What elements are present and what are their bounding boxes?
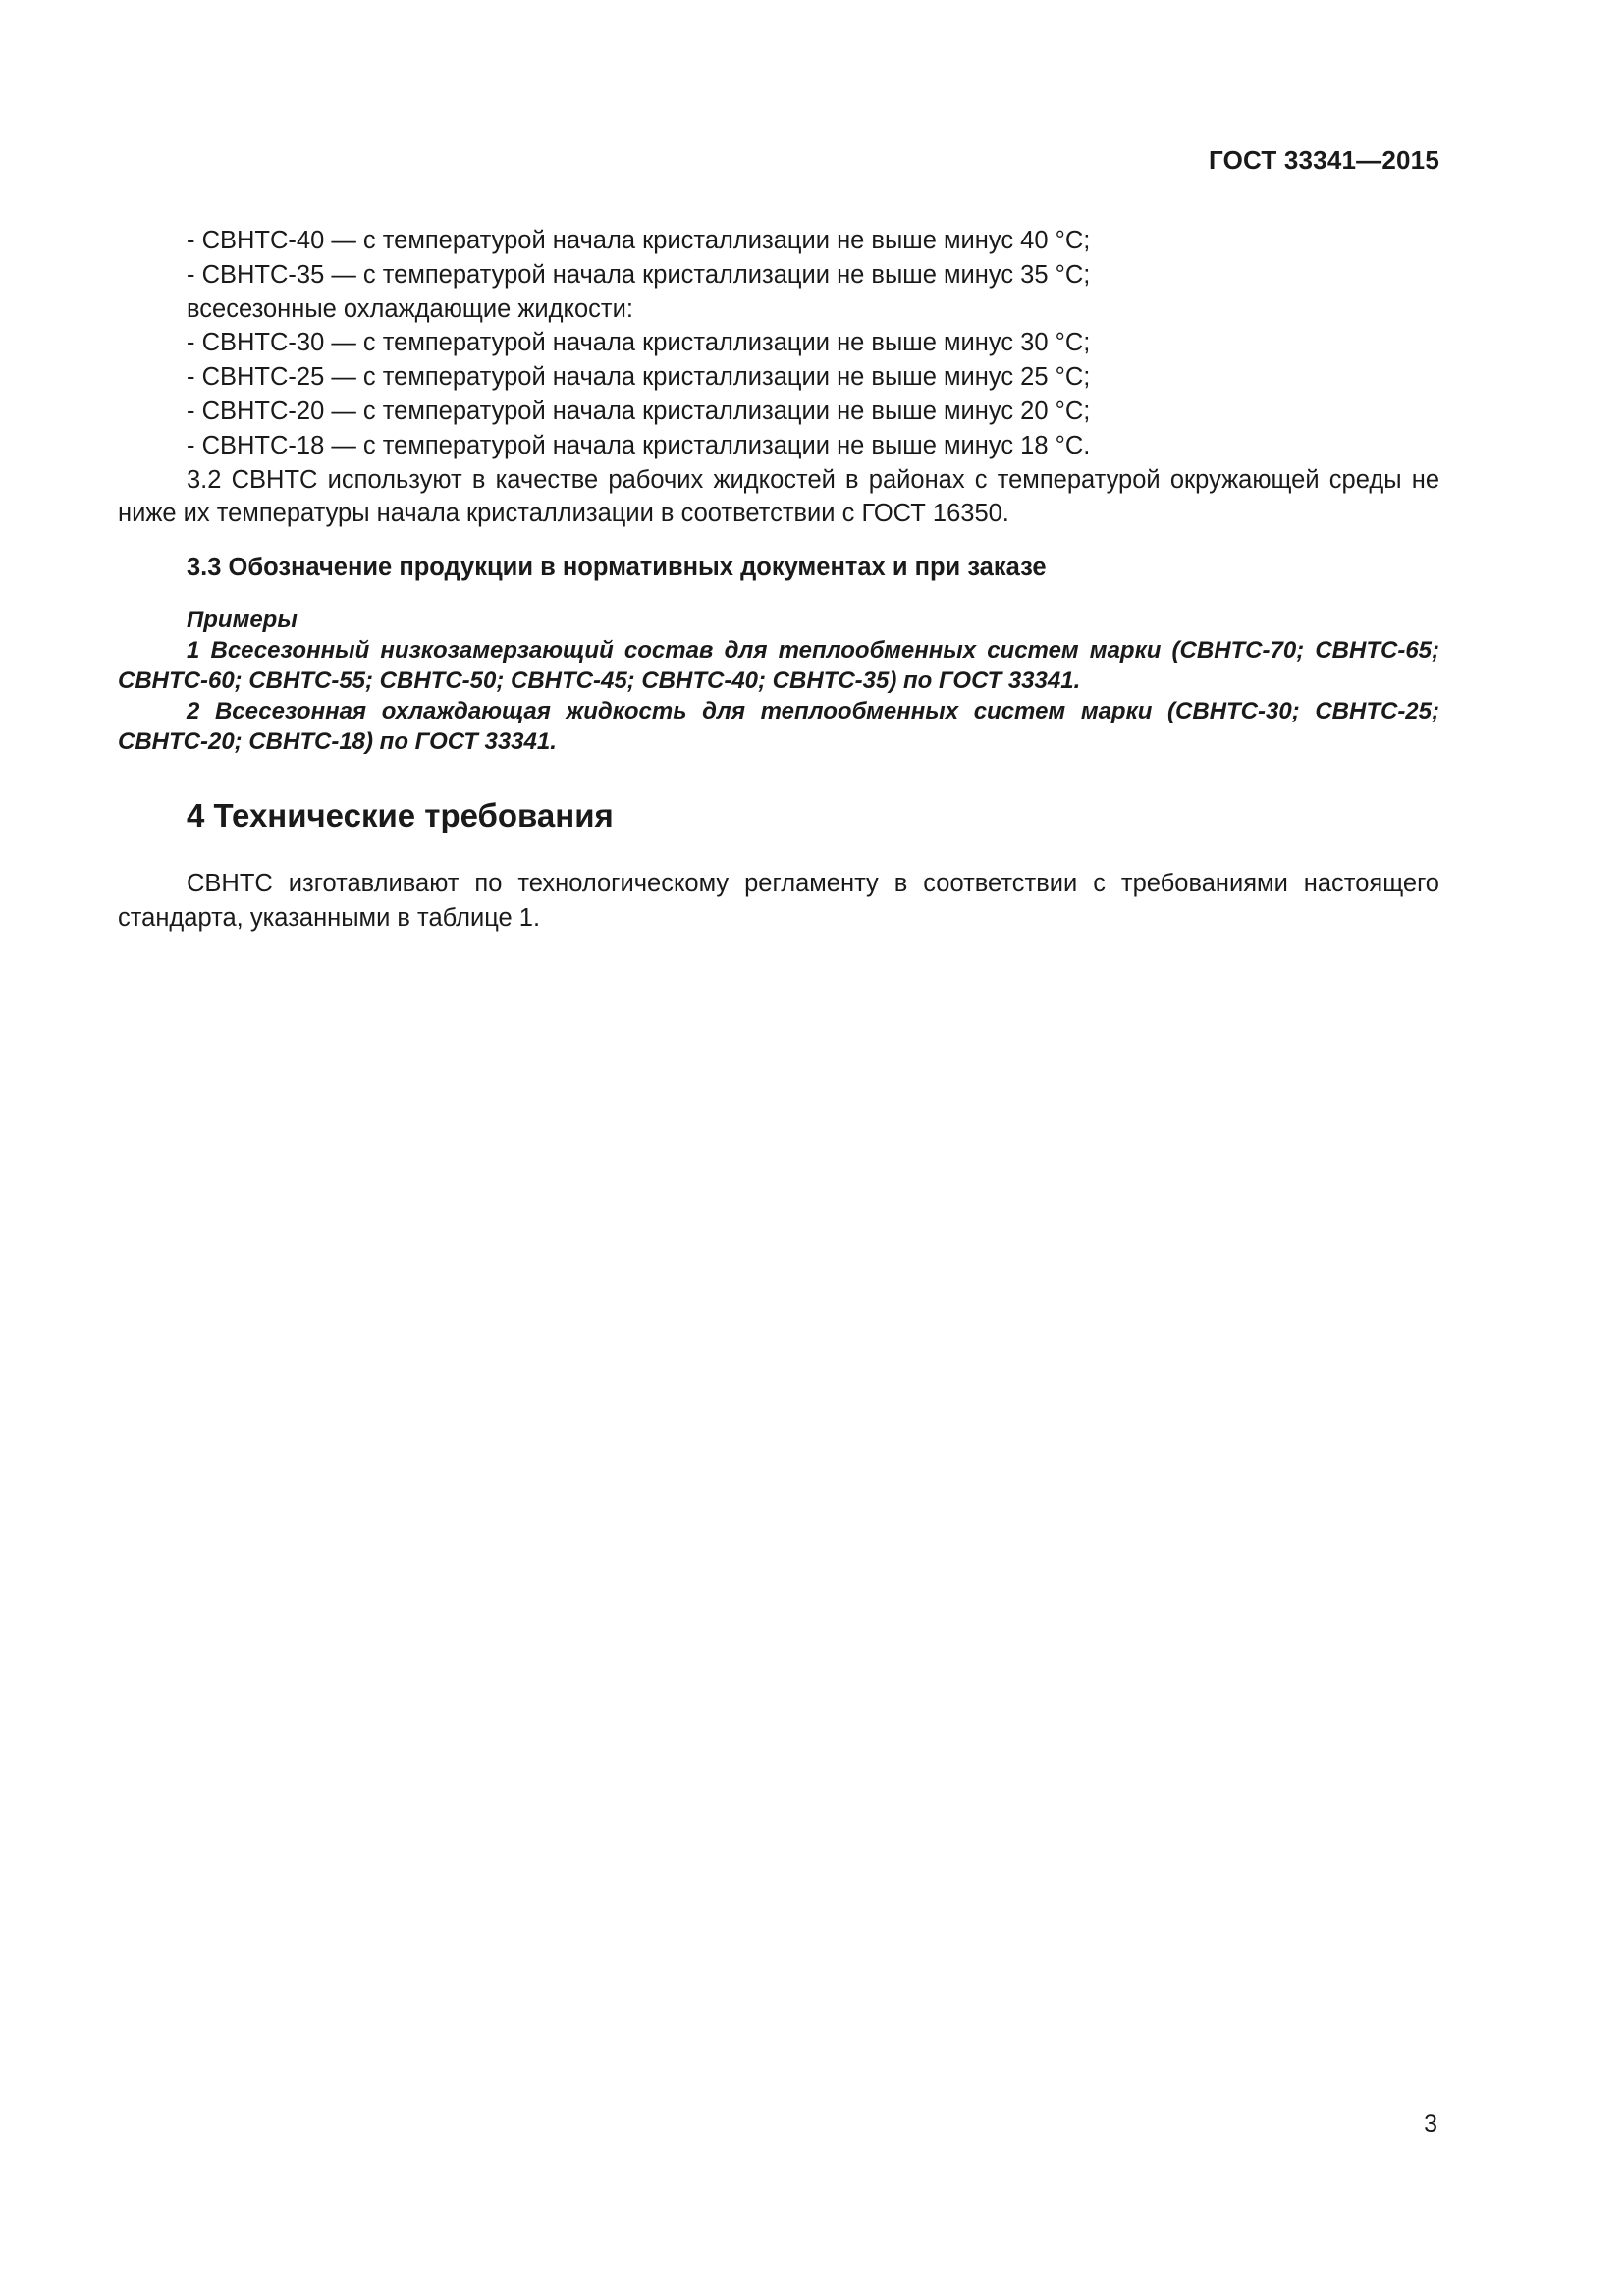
page-content [118,224,1439,935]
list-subheading: всесезонные охлаждающие жидкости: [187,294,633,323]
list-item: - СВНТС-40 — с температурой начала кристаллизации не выше минус 40 °С; [187,227,1091,254]
clause-3-2: 3.2 СВНТС используют в качестве рабочих жидкостей в районах с температурой окружающей среды не ниже их температуры начала кристаллизации в соответствии с ГОСТ 16350. [118,465,1439,528]
list-item: - СВНТС-30 — с температурой начала кристаллизации не выше минус 30 °С; [187,329,1091,357]
page-number: 3 [1424,2110,1437,2138]
list-item: - СВНТС-35 — с температурой начала кристаллизации не выше минус 35 °С; [187,260,1091,289]
list-item: - СВНТС-20 — с температурой начала кристаллизации не выше минус 20 °С; [187,397,1091,425]
section-4-body: СВНТС изготавливают по технологическому регламенту в соответствии с требованиями настоящего стандарта, указанными в таблице 1. [118,869,1439,932]
list-item: - СВНТС-18 — с температурой начала кристаллизации не выше минус 18 °С. [187,431,1091,459]
examples-heading: Примеры [187,606,298,633]
section-4-title: 4 Технические требования [187,796,614,833]
examples-block [118,605,1439,757]
example-item: 1 Всесезонный низкозамерзающий состав для теплообменных систем марки (СВНТС-70; СВНТС-65; СВНТС-60; СВНТС-55; СВНТС-50; СВНТС-45; СВНТС-40; СВНТС-35) по ГОСТ 33341. [118,636,1439,694]
example-item: 2 Всесезонная охлаждающая жидкость для теплообменных систем марки (СВНТС-30; СВНТС-25; СВНТС-20; СВНТС-18) по ГОСТ 33341. [118,697,1439,755]
list-item: - СВНТС-25 — с температурой начала кристаллизации не выше минус 25 °С; [187,363,1091,392]
clause-3-3-title: 3.3 Обозначение продукции в нормативных документах и при заказе [187,554,1047,582]
document-id-header: ГОСТ 33341—2015 [1209,145,1439,175]
